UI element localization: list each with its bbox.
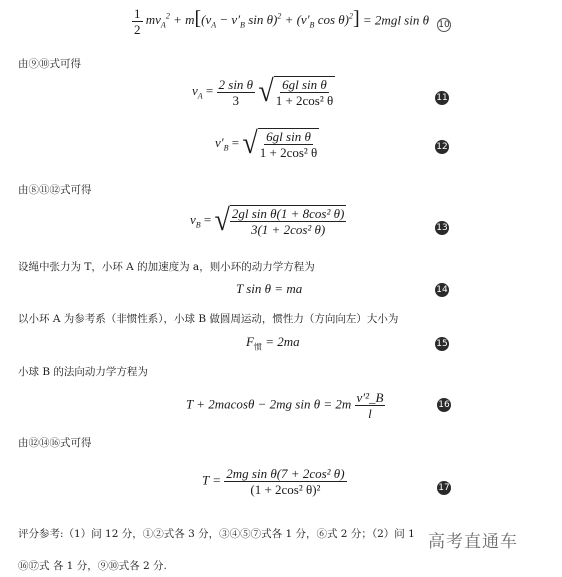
equation-number-10: 10	[438, 20, 450, 30]
equation-12: $v'_B$ = √ $\frac{\text{6gl sin θ}}{\text{1 + 2cos² θ}}$	[215, 126, 318, 161]
equation-number-15: 15	[436, 339, 448, 349]
equation-number-17: 17	[438, 483, 450, 493]
equation-15: $F_惯 = 2ma$	[246, 334, 300, 352]
equation-number-11: 11	[436, 93, 448, 103]
reference-frame-line: 以小环 A 为参考系（非惯性系），小球 B 做圆周运动，惯性力（方向向左）大小为	[18, 313, 399, 325]
ball-equation-line: 小球 B 的法向动力学方程为	[18, 366, 148, 378]
derivation-line: 由⑫⑭⑯式可得	[18, 437, 92, 449]
tension-line: 设绳中张力为 T，小环 A 的加速度为 a，则小环的动力学方程为	[18, 261, 315, 273]
equation-number-13: 13	[436, 223, 448, 233]
equation-16: T + 2macosθ − 2mg sin θ = 2m $\frac{\text{v′²\_B}}{l}$	[186, 390, 384, 421]
derivation-line: 由⑧⑪⑫式可得	[18, 184, 92, 196]
equation-14: T sin θ = ma	[236, 281, 303, 296]
equation-10: $\frac{1}{2}$ $mv_A^2 + m[(v_A - v'_B$ $\sin \theta)^2 + (v'_B$ cos θ)$^2$] = 2mgl sin θ	[134, 6, 429, 37]
equation-11: $v_A$ = $\frac{\text{2 sin θ}}{3}$ √ $\frac{\text{6gl sin θ}}{\text{1 + 2cos² θ}}$	[192, 74, 334, 109]
scoring-reference-line-2: ⑯⑰式 各 1 分，⑨⑩式各 2 分.	[18, 560, 167, 572]
equation-number-14: 14	[436, 285, 448, 295]
equation-17: T = $\frac{\text{2mg sin θ(7 + 2cos² θ)}}{\text{(1 + 2cos² θ)²}}$	[202, 466, 345, 497]
equation-number-12: 12	[436, 142, 448, 152]
watermark: 高考直通车	[428, 532, 518, 552]
scoring-reference-line-1: 评分参考:（1）问 12 分，①②式各 3 分，③④⑤⑦式各 1 分，⑥式 2 分；（2）问 1	[18, 528, 415, 540]
derivation-line: 由⑨⑩式可得	[18, 58, 81, 70]
equation-13: $v_B$ = √ $\frac{\text{2gl sin θ(1 + 8cos² θ)}}{\text{3(1 + 2cos² θ)}}$	[190, 203, 345, 238]
equation-number-16: 16	[438, 400, 450, 410]
